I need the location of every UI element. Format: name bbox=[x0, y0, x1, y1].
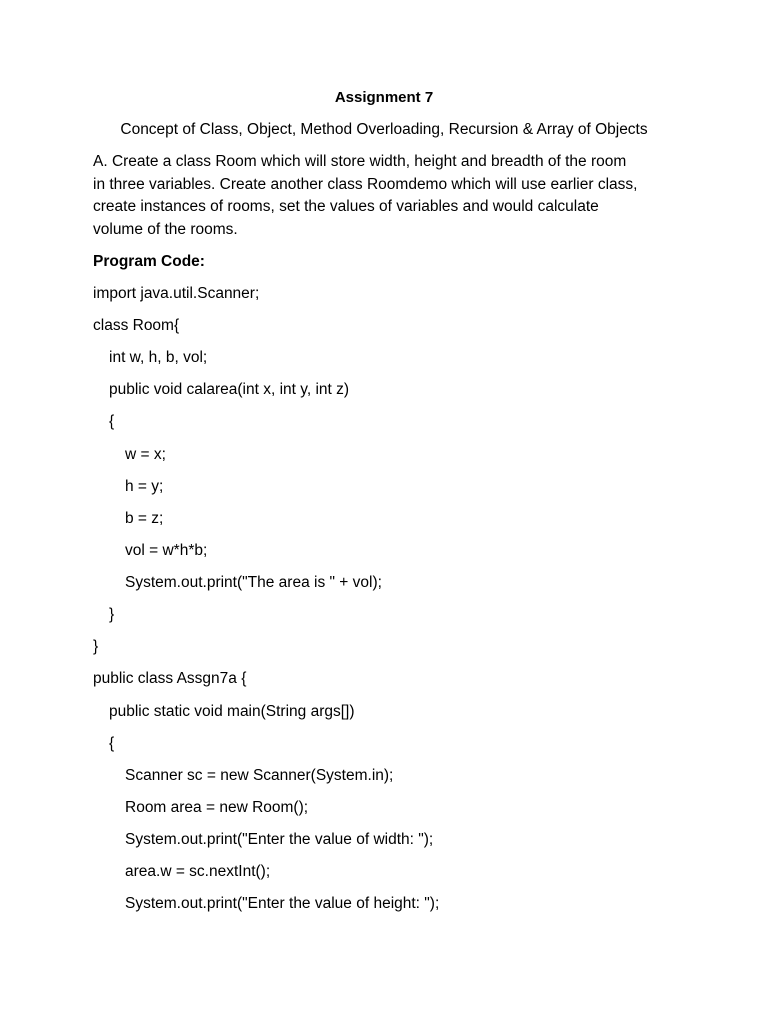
code-line: w = x; bbox=[125, 446, 166, 463]
code-line: { bbox=[109, 735, 115, 752]
code-line: Room area = new Room(); bbox=[125, 799, 309, 816]
code-line: System.out.print("Enter the value of height: "); bbox=[125, 895, 440, 912]
question-line: in three variables. Create another class Roomdemo which will use earlier class, bbox=[93, 175, 638, 193]
code-line: System.out.print("The area is " + vol); bbox=[125, 574, 382, 591]
code-line: } bbox=[109, 606, 115, 623]
code-line: vol = w*h*b; bbox=[125, 542, 208, 559]
code-line: Scanner sc = new Scanner(System.in); bbox=[125, 767, 394, 784]
code-line: { bbox=[109, 413, 115, 430]
question-line: A. Create a class Room which will store width, height and breadth of the room bbox=[93, 153, 627, 170]
code-line: area.w = sc.nextInt(); bbox=[125, 863, 271, 880]
code-line: class Room{ bbox=[93, 317, 180, 334]
question-paragraph bbox=[93, 151, 683, 242]
code-line: public void calarea(int x, int y, int z) bbox=[109, 381, 350, 398]
question-line: create instances of rooms, set the values of variables and would calculate bbox=[93, 198, 599, 216]
question-line: volume of the rooms. bbox=[93, 221, 238, 239]
code-line: int w, h, b, vol; bbox=[109, 349, 208, 366]
code-line: b = z; bbox=[125, 510, 164, 527]
code-line: public static void main(String args[]) bbox=[109, 703, 355, 720]
code-line: } bbox=[93, 638, 99, 655]
code-line: System.out.print("Enter the value of width: "); bbox=[125, 831, 434, 848]
document-subtitle: Concept of Class, Object, Method Overloading, Recursion & Array of Objects bbox=[120, 121, 648, 138]
program-code-heading: Program Code: bbox=[93, 253, 205, 270]
code-line: h = y; bbox=[125, 478, 164, 495]
code-line: import java.util.Scanner; bbox=[93, 285, 260, 302]
code-line: public class Assgn7a { bbox=[93, 670, 247, 687]
document-title: Assignment 7 bbox=[334, 89, 434, 106]
